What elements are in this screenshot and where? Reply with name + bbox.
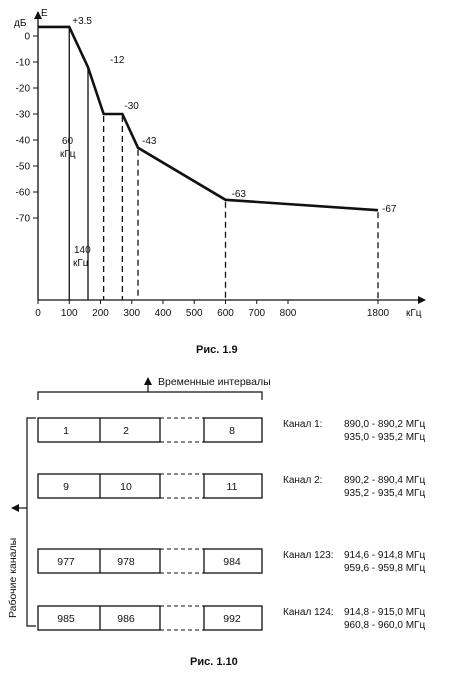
channel-name: Канал 123: — [283, 550, 334, 561]
annotation-60-khz — [60, 136, 76, 160]
x-tick-label: 800 — [279, 308, 297, 319]
channel-bracket — [27, 418, 36, 626]
time-slot-number: 10 — [120, 481, 132, 493]
point-value-label: -43 — [142, 135, 157, 147]
y-axis-letter: E — [41, 8, 48, 19]
time-interval-bracket — [38, 392, 262, 400]
x-tick-label: 700 — [248, 308, 266, 319]
figure-1-9-caption: Рис. 1.9 — [196, 344, 238, 356]
time-interval-label: Временные интервалы — [158, 376, 271, 388]
annotation-140-value: 140 — [74, 245, 91, 256]
attenuation-curve — [38, 27, 378, 210]
downlink-frequency: 935,2 - 935,4 МГц — [344, 488, 426, 499]
downlink-frequency: 959,6 - 959,8 МГц — [344, 563, 426, 574]
tdma-channel-diagram — [7, 376, 425, 631]
frequency-response-chart — [14, 8, 425, 319]
y-tick-label: -70 — [15, 213, 30, 225]
time-slot-number: 1 — [63, 425, 69, 437]
channel-name: Канал 124: — [283, 607, 334, 618]
frequency-drop-lines — [69, 27, 378, 300]
point-value-labels — [72, 16, 397, 215]
time-slot-number: 992 — [223, 613, 241, 625]
x-tick-labels — [35, 300, 389, 319]
channel-row — [38, 474, 425, 499]
point-value-label: +3.5 — [72, 15, 92, 27]
time-slot-number: 9 — [63, 481, 69, 493]
time-slot-number: 978 — [117, 556, 135, 568]
y-tick-label: -40 — [15, 135, 30, 147]
y-axis-unit: дБ — [14, 18, 27, 29]
uplink-frequency: 890,0 - 890,2 МГц — [344, 419, 426, 430]
channel-row — [38, 606, 425, 631]
time-slot-number: 985 — [57, 613, 75, 625]
uplink-frequency: 914,8 - 915,0 МГц — [344, 607, 426, 618]
x-tick-label: 0 — [35, 308, 41, 319]
point-value-label: -30 — [124, 101, 139, 112]
downlink-frequency: 960,8 - 960,0 МГц — [344, 620, 426, 631]
x-tick-label: 200 — [92, 308, 109, 319]
time-slot-number: 2 — [123, 425, 129, 437]
point-value-label: -12 — [110, 55, 125, 67]
y-tick-label: -10 — [15, 57, 30, 69]
time-slot-number: 8 — [229, 425, 235, 437]
x-tick-label: 100 — [60, 308, 78, 319]
y-tick-label: -50 — [15, 161, 30, 173]
x-tick-label: 500 — [185, 308, 203, 319]
x-tick-label: 300 — [123, 308, 141, 319]
downlink-frequency: 935,0 - 935,2 МГц — [344, 432, 426, 443]
channel-rows — [38, 418, 425, 631]
channel-name: Канал 1: — [283, 419, 323, 430]
x-tick-label: 1800 — [366, 308, 390, 319]
figure-1-10-caption: Рис. 1.10 — [190, 656, 238, 668]
time-slot-number: 977 — [57, 556, 75, 568]
x-tick-label: 600 — [217, 308, 234, 319]
annotation-60-value: 60 — [62, 136, 74, 147]
point-value-label: -67 — [382, 204, 397, 216]
point-value-label: -63 — [231, 188, 246, 200]
time-slot-number: 984 — [223, 556, 241, 568]
time-slot-number: 986 — [117, 613, 135, 625]
x-axis-unit: кГц — [406, 308, 422, 319]
channel-name: Канал 2: — [283, 475, 323, 486]
channel-row — [38, 418, 425, 443]
annotation-60-unit: кГц — [60, 149, 76, 160]
x-tick-label: 400 — [154, 308, 172, 319]
y-tick-labels — [16, 32, 38, 225]
uplink-frequency: 890,2 - 890,4 МГц — [344, 475, 426, 486]
y-tick-label: -30 — [15, 109, 30, 121]
working-channels-label: Рабочие каналы — [7, 537, 19, 618]
time-slot-number: 11 — [226, 481, 238, 493]
channel-row — [38, 549, 425, 574]
y-tick-label: -60 — [15, 187, 30, 199]
y-tick-label: -20 — [15, 83, 30, 95]
y-tick-label: 0 — [24, 31, 30, 43]
annotation-140-unit: кГц — [73, 258, 89, 269]
uplink-frequency: 914,6 - 914,8 МГц — [344, 550, 426, 561]
